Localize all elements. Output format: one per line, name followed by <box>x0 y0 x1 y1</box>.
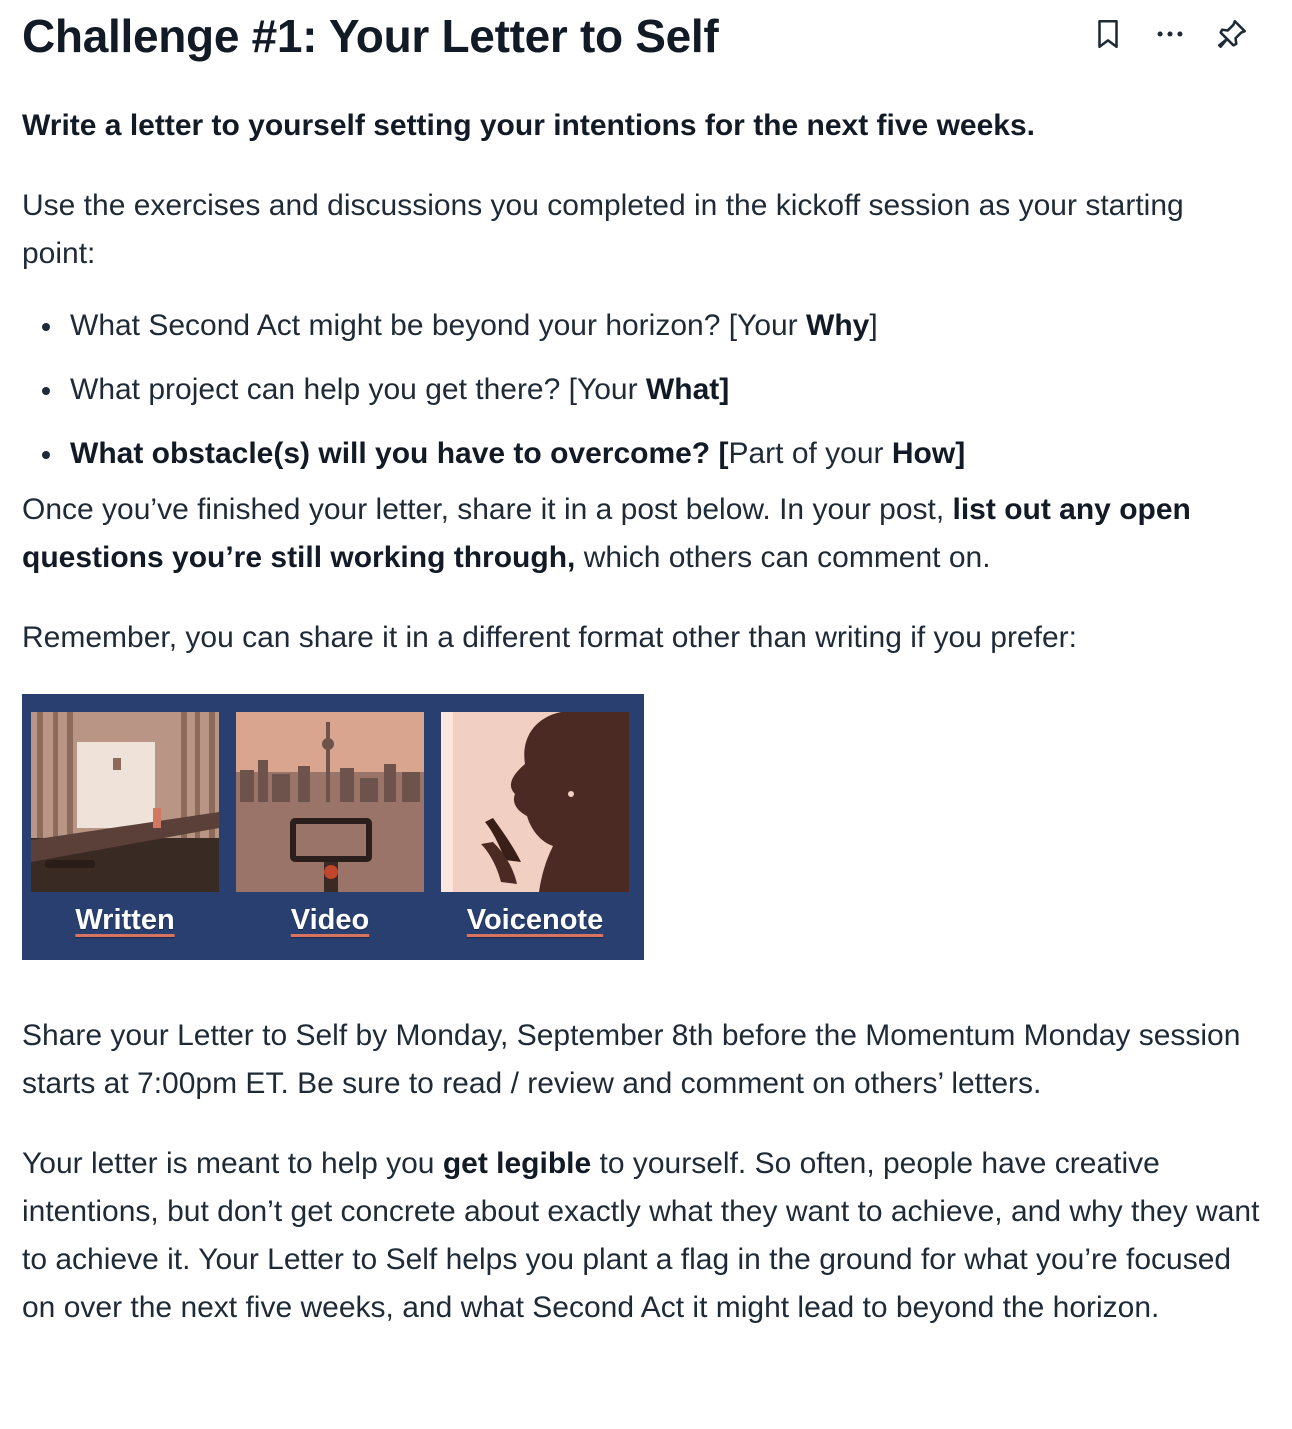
video-photo <box>236 712 424 892</box>
format-label-written: Written <box>75 904 175 936</box>
list-item: What Second Act might be beyond your horizon? [Your Why] <box>22 294 1262 358</box>
share-instructions: Once you’ve finished your letter, share it in a post below. In your post, list out any open questions you’re still working through, which others can comment on. <box>22 493 1191 574</box>
format-label-video: Video <box>290 904 370 936</box>
format-note: Remember, you can share it in a different format other than writing if you prefer: <box>22 621 1077 654</box>
format-options-image <box>22 694 644 960</box>
bookmark-icon[interactable] <box>1088 14 1128 54</box>
more-horizontal-icon[interactable] <box>1150 14 1190 54</box>
lead-text: Write a letter to yourself setting your intentions for the next five weeks. <box>22 109 1035 142</box>
list-item: What obstacle(s) will you have to overcome? [Part of your How] <box>22 422 1262 486</box>
intro-text: Use the exercises and discussions you completed in the kickoff session as your starting point: <box>22 189 1184 270</box>
post-title: Challenge #1: Your Letter to Self <box>22 10 719 62</box>
deadline-text: Share your Letter to Self by Monday, September 8th before the Momentum Monday session starts at 7:00pm ET. Be sure to read / review and comment on others’ letters. <box>22 1019 1241 1100</box>
written-photo <box>31 712 219 892</box>
post-header <box>22 0 1262 72</box>
post-actions <box>1088 14 1252 54</box>
purpose-text: Your letter is meant to help you get legible to yourself. So often, people have creative intentions, but don’t get concrete about exactly what they want to achieve, and why they want to achieve it. Your Letter to Self helps you plant a flag in the ground for what you’re focused on over the next five weeks, and what Second Act it might lead to beyond the horizon. <box>22 1147 1260 1324</box>
post-body <box>22 102 1262 1332</box>
format-label-voicenote: Voicenote <box>466 904 604 936</box>
pin-icon[interactable] <box>1212 14 1252 54</box>
question-list <box>22 294 1262 486</box>
voicenote-photo <box>441 712 629 892</box>
list-item: What project can help you get there? [Your What] <box>22 358 1262 422</box>
